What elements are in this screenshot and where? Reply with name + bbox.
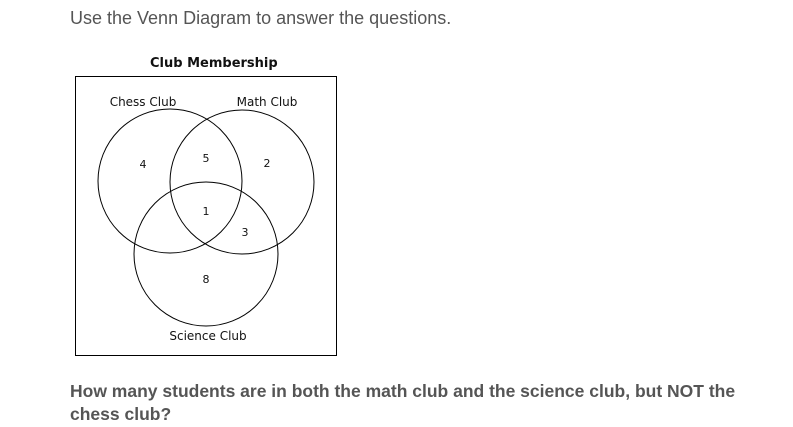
math-club-label: Math Club <box>236 95 298 109</box>
diagram-title: Club Membership <box>150 56 278 71</box>
region-chess-math: 5 <box>202 152 210 165</box>
region-all-three: 1 <box>202 205 210 218</box>
region-math-science: 3 <box>241 226 249 239</box>
region-math-only: 2 <box>263 157 271 170</box>
instruction-text: Use the Venn Diagram to answer the questions. <box>70 8 452 28</box>
question-text: How many students are in both the math club and the science club, but NOT the chess club? <box>70 381 736 424</box>
chess-club-label: Chess Club <box>109 95 177 109</box>
science-club-circle <box>134 182 278 326</box>
region-chess-only: 4 <box>139 158 147 171</box>
science-club-label: Science Club <box>169 329 247 343</box>
region-science-only: 8 <box>202 273 210 286</box>
venn-diagram <box>75 76 337 356</box>
